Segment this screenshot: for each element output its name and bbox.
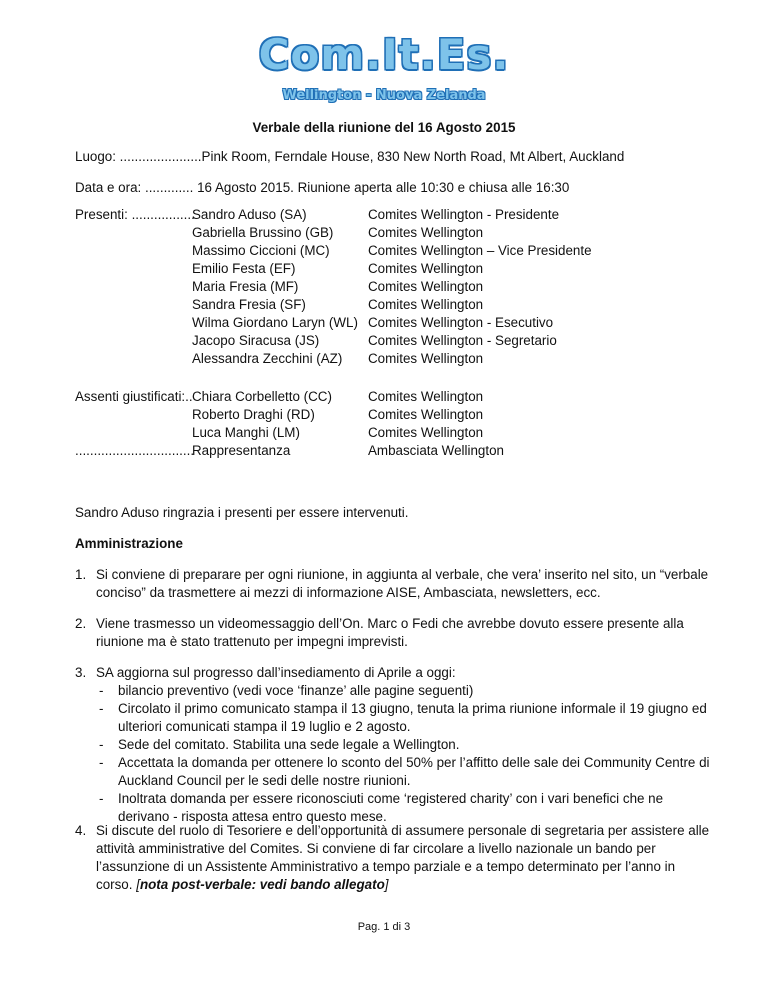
document-title: Verbale della riunione del 16 Agosto 2015 [252,120,516,135]
item-number: 3. [75,665,87,680]
dash-icon: - [99,755,104,770]
attendee-role: Comites Wellington [368,297,484,312]
bullet-item [96,682,710,700]
item-text: Viene trasmesso un videomessaggio dell’On. Marc o Fedi che avrebbe dovuto essere presente alla riunione ma è stato trattenuto per impegni imprevisti. [96,616,684,649]
comites-logo: Com.It.Es. [258,30,510,79]
dash-icon: - [99,683,104,698]
absentee-role: Comites Wellington [368,425,484,440]
minutes-item-3 [75,664,710,826]
intro-paragraph: Sandro Aduso ringrazia i presenti per essere intervenuti. [75,505,409,520]
rappresentanza-leader: ................................ [75,443,195,458]
attendee-name: Alessandra Zecchini (AZ) [192,351,343,366]
attendee-role: Comites Wellington – Vice Presidente [368,243,592,258]
luogo-label: Luogo: ...................... [75,149,202,164]
item-number: 4. [75,823,87,838]
attendee-name: Jacopo Siracusa (JS) [192,333,320,348]
luogo-value: Pink Room, Ferndale House, 830 New North Road, Mt Albert, Auckland [201,149,625,164]
absentee-role: Comites Wellington [368,389,484,404]
minutes-item-2 [75,615,710,651]
attendee-name: Sandra Fresia (SF) [192,297,306,312]
assenti-label: Assenti giustificati:.. [75,389,193,404]
item-text: Si conviene di preparare per ogni riunione, in aggiunta al verbale, che vera’ inserito nel sito, un “verbale conciso” da trasmettere ai mezzi di informazione AISE, Ambasciata, newsletters, ecc. [96,567,709,600]
bullet-text: bilancio preventivo (vedi voce ‘finanze’ alle pagine seguenti) [118,683,474,698]
dash-icon: - [99,737,104,752]
data-ora-label: Data e ora: ............. [75,180,194,195]
attendee-name: Sandro Aduso (SA) [192,207,307,222]
bullet-text: Accettata la domanda per ottenere lo sconto del 50% per l’affitto delle sale dei Community Centre di Auckland Council per le sedi delle nostre riunioni. [118,755,710,788]
attendee-name: Gabriella Brussino (GB) [192,225,334,240]
attendee-role: Comites Wellington [368,225,484,240]
minutes-item-1 [75,566,710,602]
bullet-item [96,754,710,790]
bullet-item [96,700,710,736]
minutes-item-4 [75,822,710,894]
post-minutes-note: [nota post-verbale: vedi bando allegato] [136,877,389,892]
attendee-name: Wilma Giordano Laryn (WL) [192,315,358,330]
data-ora-value: 16 Agosto 2015. Riunione aperta alle 10:30 e chiusa alle 16:30 [193,180,570,195]
item-text: SA aggiorna sul progresso dall’insediamento di Aprile a oggi: [96,665,456,680]
logo-subtitle: Wellington - Nuova Zelanda [282,88,486,103]
dash-icon: - [99,701,104,716]
attendee-name: Massimo Ciccioni (MC) [192,243,330,258]
bullet-item [96,736,710,754]
presenti-label: Presenti: ................. [75,207,195,222]
absentee-role: Comites Wellington [368,407,484,422]
attendee-role: Comites Wellington - Segretario [368,333,557,348]
absentee-role: Ambasciata Wellington [368,443,504,458]
bullet-item [96,790,710,826]
item-text: Si discute del ruolo di Tesoriere e dell’opportunità di assumere personale di segretaria per assistere alle attività amministrative del Comites. Si conviene di far circolare a livello nazionale un bando per l’assunzione di un Assistente Amministrativo a tempo parziale e a tempo determinato per l’anno in corso. [96,823,710,892]
attendee-role: Comites Wellington [368,261,484,276]
section-title: Amministrazione [75,536,183,551]
luogo-line [75,149,624,164]
attendee-role: Comites Wellington - Presidente [368,207,560,222]
dash-icon: - [99,791,104,806]
bullet-text: Inoltrata domanda per essere riconosciuti come ‘registered charity’ con i vari benefici che ne derivano - risposta attesa entro questo mese. [118,791,664,824]
attendee-name: Maria Fresia (MF) [192,279,299,294]
bullet-text: Circolato il primo comunicato stampa il 13 giugno, tenuta la prima riunione informale il 19 giugno ed ulteriori comunicati stampa il 19 luglio e 2 agosto. [118,701,707,734]
bullet-text: Sede del comitato. Stabilita una sede legale a Wellington. [118,737,460,752]
absentee-name: Luca Manghi (LM) [192,425,300,440]
attendee-role: Comites Wellington [368,279,484,294]
absentee-name: Roberto Draghi (RD) [192,407,315,422]
attendee-name: Emilio Festa (EF) [192,261,296,276]
attendee-role: Comites Wellington [368,351,484,366]
absentee-name: Chiara Corbelletto (CC) [192,389,332,404]
attendee-role: Comites Wellington - Esecutivo [368,315,554,330]
page-number: Pag. 1 di 3 [357,921,411,933]
absentee-name: Rappresentanza [192,443,291,458]
item-number: 2. [75,616,87,631]
data-ora-line [75,180,569,195]
item-number: 1. [75,567,87,582]
